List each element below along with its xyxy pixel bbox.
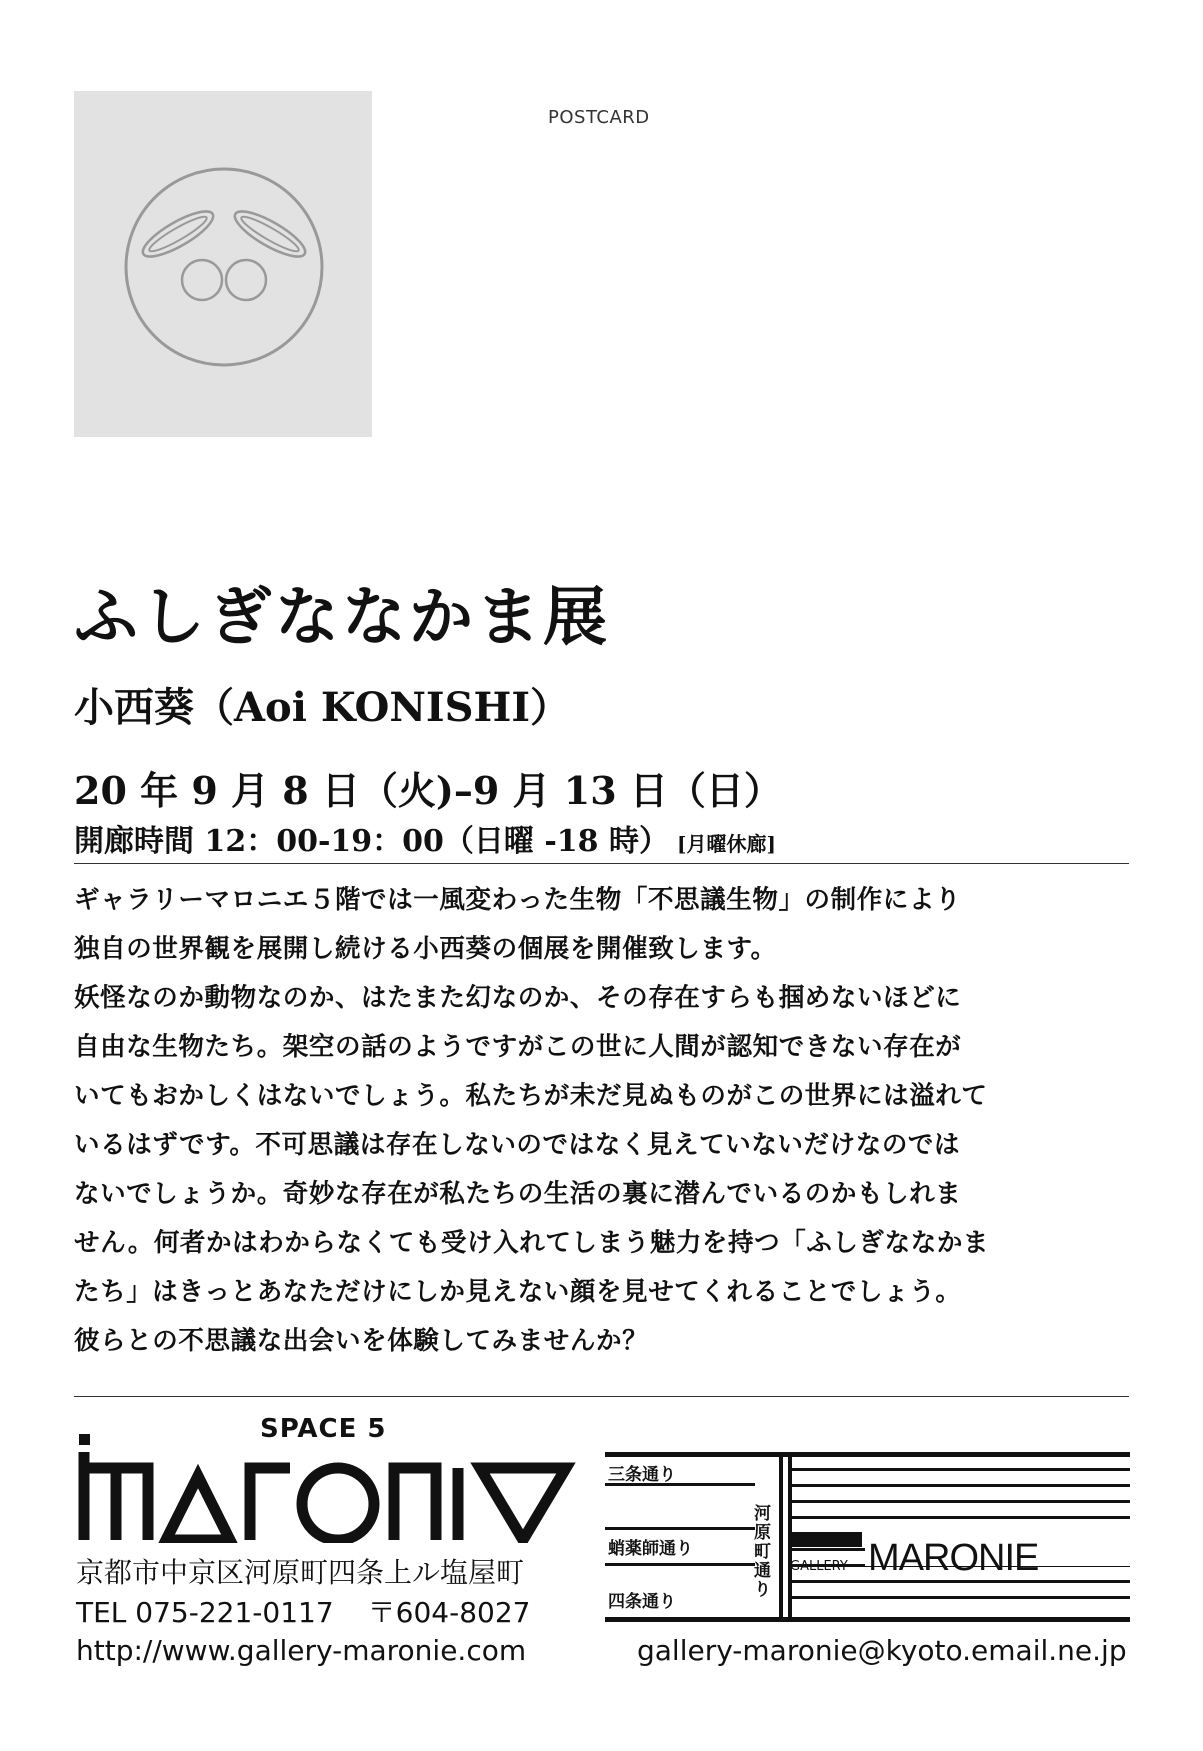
artist-name: 小西葵（Aoi KONISHI） [74,684,571,731]
map-street-sanjo: 三条通り [608,1465,676,1485]
description-line: いるはずです。不可思議は存在しないのではなく見えていないだけなのでは [74,1130,961,1160]
map-street-kawaramachi: 河原町通り [754,1504,771,1600]
description-line: 自由な生物たち。架空の話のようですがこの世に人間が認知できない存在が [74,1032,962,1062]
description [74,876,1134,1366]
artwork-image [74,91,372,437]
hours-text: 開廊時間 12：00-19：00（日曜 -18 時） [74,824,669,859]
exhibition-dates: 20 年 9 月 8 日（火)–9 月 13 日（日） [74,768,782,813]
description-line: 彼らとの不思議な出会いを体験してみませんか？ [74,1326,649,1356]
gallery-email[interactable]: gallery-maronie@kyoto.email.ne.jp [637,1634,1127,1667]
closed-note: [月曜休廊] [676,832,776,856]
space-label: SPACE 5 [260,1414,387,1444]
opening-hours [74,816,776,860]
gallery-address: 京都市中京区河原町四条上ル塩屋町 [76,1556,525,1589]
map-street-takoyakushi: 蛸薬師通り [608,1539,693,1559]
description-line: ないでしょうか。奇妙な存在が私たちの生活の裏に潜んでいるのかもしれま [74,1179,962,1209]
description-line: ギャラリーマロニエ５階では一風変わった生物「不思議生物」の制作により [74,885,962,915]
description-line: たち」はきっとあなただけにしか見えない顔を見せてくれることでしょう。 [74,1277,962,1307]
description-line: いてもおかしくはないでしょう。私たちが未だ見ぬものがこの世界には溢れて [74,1081,988,1111]
map-gallery-label: GALLERY [790,1559,848,1574]
gallery-url[interactable]: http://www.gallery-maronie.com [76,1634,527,1667]
gallery-postal-code: 〒604-8027 [367,1596,531,1629]
description-line: 独自の世界観を展開し続ける小西葵の個展を開催致します。 [74,934,777,964]
gallery-tel: TEL 075-221-0117 [76,1596,334,1629]
creature-face-icon [74,91,372,437]
divider-top [74,863,1129,864]
description-line: 妖怪なのか動物なのか、はたまた幻なのか、その存在すらも掴めないほどに [74,983,962,1013]
postcard-label: POSTCARD [548,107,650,128]
divider-bottom [74,1396,1129,1397]
map-street-shijo: 四条通り [608,1592,676,1612]
map-gallery-name: MARONIE [868,1537,1039,1579]
gallery-contact [76,1591,530,1631]
maronie-logo [76,1428,576,1543]
description-line: せん。何者かはわからなくても受け入れてしまう魅力を持つ「ふしぎななかま [74,1228,990,1258]
exhibition-title: ふしぎななかま展 [74,580,610,655]
